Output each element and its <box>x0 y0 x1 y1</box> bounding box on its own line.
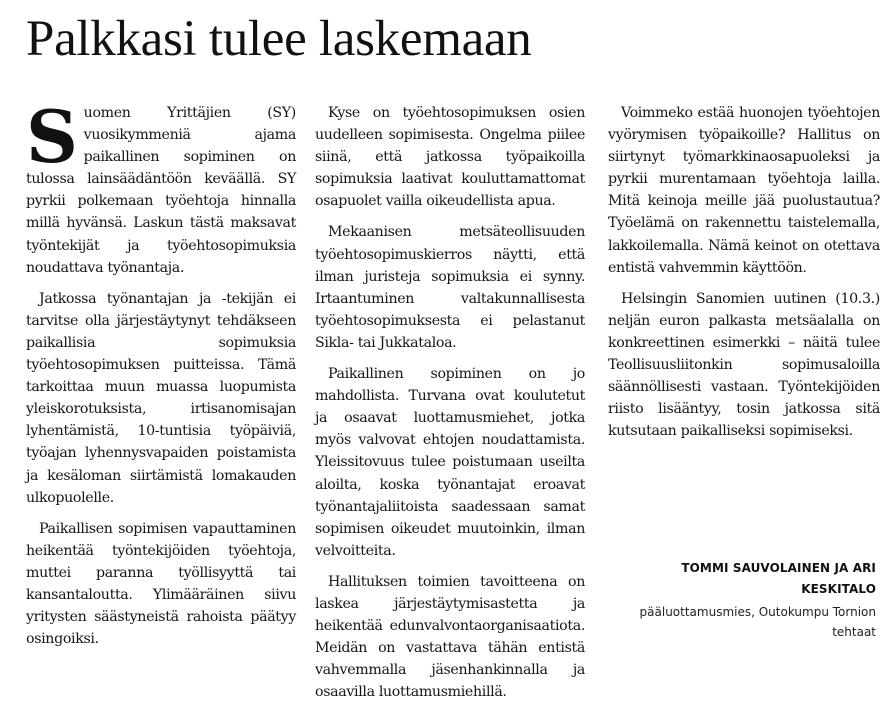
article-paragraph-4: Kyse on työehtosopimuksen osien uudelleen sopimisesta. Ongelma piilee siinä, että jatkossa työpaikoilla sopimuksia laativat kouluttamattomat osapuolet vailla oikeudellista apua. <box>315 105 585 210</box>
article-paragraph-8: Voimmeko estää huonojen työehtojen vyörymisen työpaikoille? Hallitus on siirtynyt työmarkkinaosapuoleksi ja pyrkii murentamaan työehtoja lailla. Mitä keinoja meille jää puolustautua? Työelämä on rakennettu taistelemalla, lakkoilemalla. Nämä keinot on otettava entistä vahvemmin käyttöön. <box>608 105 880 276</box>
article-paragraph-1 <box>26 94 296 279</box>
article-paragraph-3: Paikallisen sopimisen vapauttaminen heikentää työntekijöiden työehtoja, muttei paranna työllisyyttä tai kansantaloutta. Ylimääräinen siivu yritysten säästyneistä rahoista päätyy osingoiksi. <box>26 520 296 648</box>
article-column-3 <box>608 102 880 442</box>
author-title: pääluottamusmies, Outokumpu Tornion tehtaat <box>639 605 876 639</box>
article-column-2 <box>315 102 585 703</box>
drop-cap: S <box>26 94 78 179</box>
article-paragraph-9: Helsingin Sanomien uutinen (10.3.) neljän euron palkasta metsäalalla on konkreettinen esimerkki – näitä tulee Teollisuusliitonkin sopimusaloilla säännöllisesti vastaan. Työntekijöiden riisto lisääntyy, tosin jatkossa sitä kutsutaan paikalliseksi sopimiseksi. <box>608 290 880 440</box>
author-name: TOMMI SAUVOLAINEN JA ARI KESKITALO <box>681 561 876 596</box>
article-headline: Palkkasi tulee laskemaan <box>26 11 532 67</box>
article-paragraph-2: Jatkossa työnantajan ja -tekijän ei tarvitse olla järjestäytynyt tehdäkseen paikallisia sopimuksia työehtosopimuksen puitteissa. Tämä tarkoittaa muun muassa luopumista yleiskorotuksista, irtisanomisajan lyhentämistä, 10-tuntisia työpäiviä, työajan lyhennysvapaiden poistamista ja kesäloman siirtämistä lomakauden ulkopuolelle. <box>26 290 296 506</box>
article-paragraph-5: Mekaanisen metsäteollisuuden työehtosopimuskierros näytti, että ilman juristeja sopimuksia ei synny. Irtaantuminen valtakunnallisesta työehtosopimuksesta ei pelastanut Sikla- tai Jukkataloa. <box>315 224 585 351</box>
article-column-1 <box>26 94 296 650</box>
author-signature <box>604 558 876 642</box>
article-paragraph-6: Paikallinen sopiminen on jo mahdollista. Turvana ovat koulutetut ja osaavat luottamusmiehet, jotka myös valvovat ehtojen noudattamista. Yleissitovuus tulee poistumaan useilta aloilta, koska työnantajat eroavat työnantajaliitoista saadessaan samat sopimisen oikeudet muutoinkin, ilman velvoitteita. <box>315 366 585 559</box>
article-paragraph-7: Hallituksen toimien tavoitteena on laskea järjestäytymisastetta ja heikentää edunvalvontaorganisaatiota. Meidän on vastattava tähän entistä vahvemmalla jäsenhankinnalla ja osaavilla luottamusmiehillä. <box>315 573 585 701</box>
paragraph-1-text: uomen Yrittäjien (SY) vuosikymmeniä ajama paikallinen sopiminen on tulossa lainsäädäntöön keväällä. SY pyrkii polkemaan työehtoja hinnalla millä hyvänsä. Laskun tästä maksavat työntekijät ja työehtosopimuksia noudattava työnantaja. <box>26 105 296 276</box>
